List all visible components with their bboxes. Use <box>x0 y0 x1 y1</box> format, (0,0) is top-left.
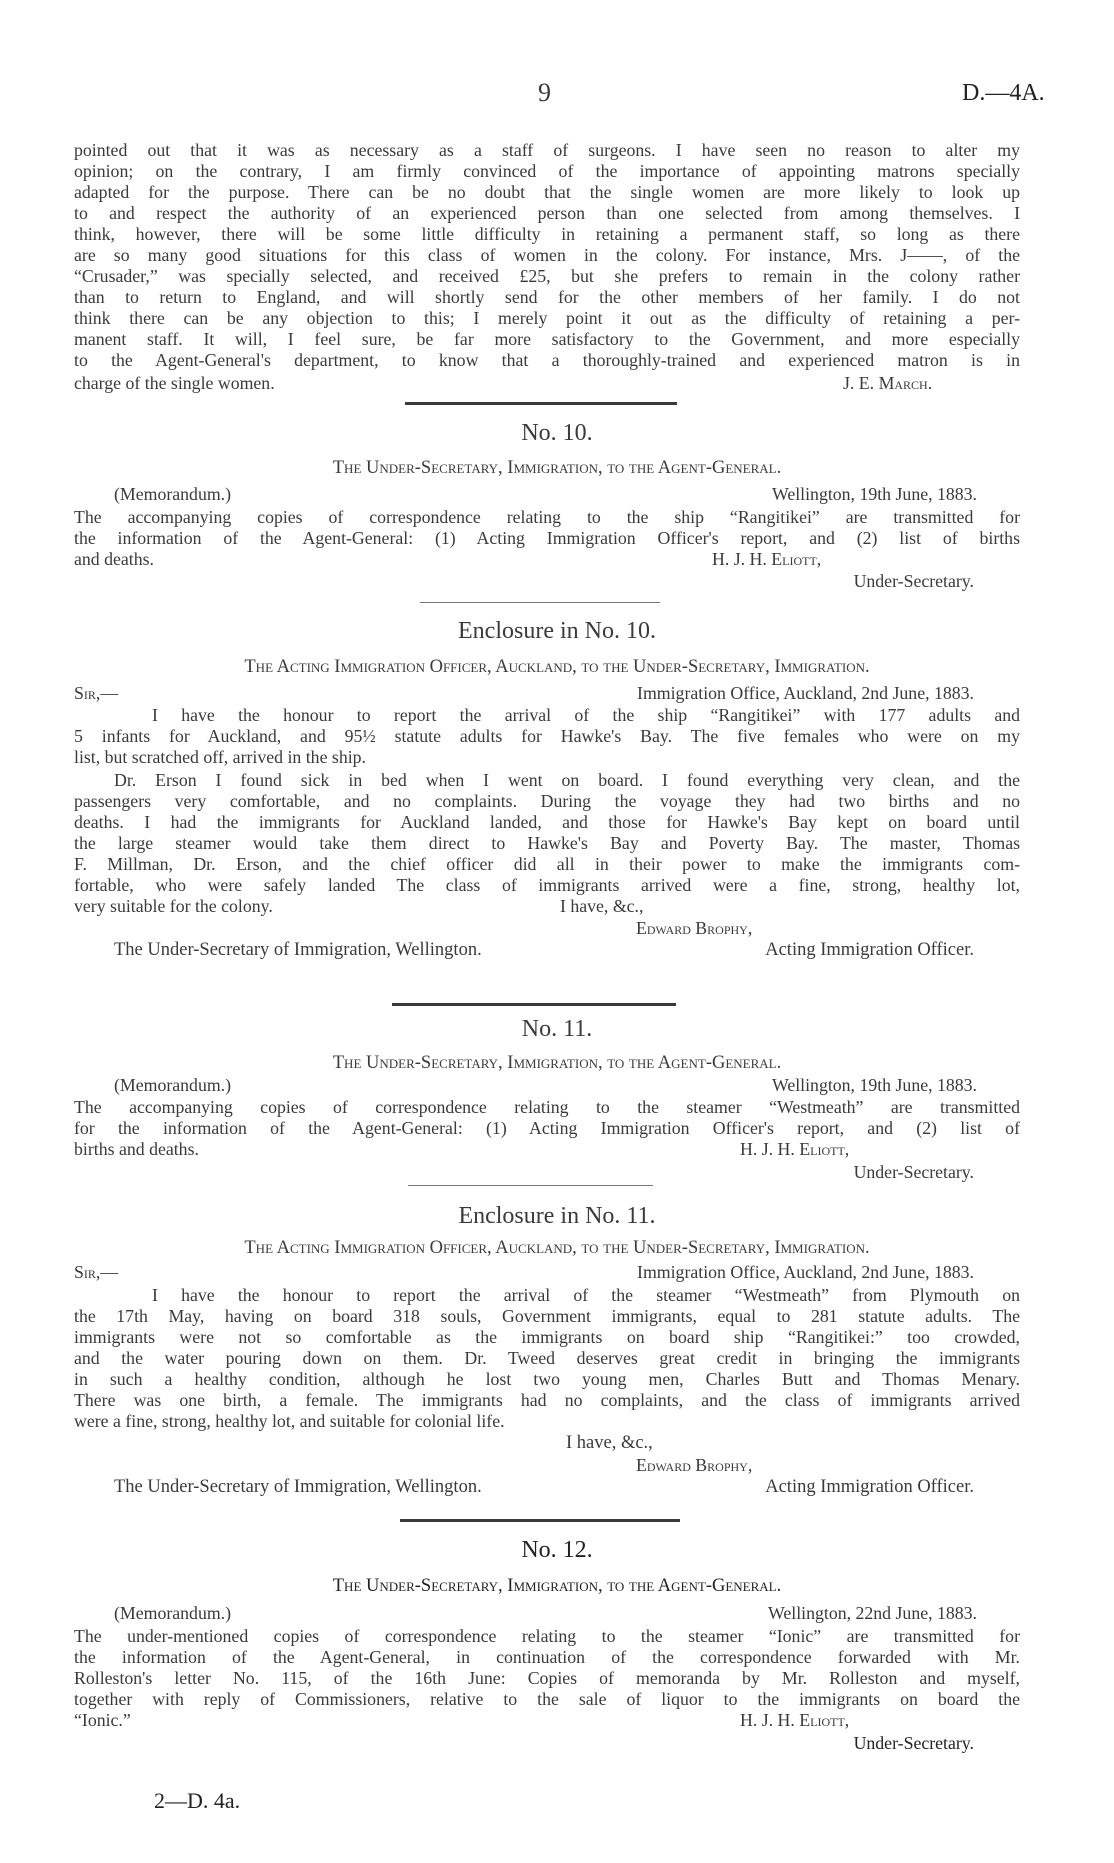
text-line: in such a healthy condition, although he lost two young men, Charles Butt and Thomas Menary. <box>74 1369 1020 1389</box>
text-line: There was one birth, a female. The immigrants had no complaints, and the class of immigrants arrived <box>74 1390 1020 1410</box>
section-divider <box>392 1003 676 1006</box>
memorandum-label: (Memorandum.) <box>114 1603 232 1623</box>
text-line: and the water pouring down on them. Dr. Tweed deserves great credit in bringing the immigrants <box>74 1348 1020 1368</box>
page-number: 9 <box>538 78 551 107</box>
memorandum-label: (Memorandum.) <box>114 1075 232 1095</box>
from-to-line: The Acting Immigration Officer, Auckland, to the Under-Secretary, Immigration. <box>244 1238 870 1258</box>
addressee: The Under-Secretary of Immigration, Wellington. <box>114 1477 482 1497</box>
text-line: for the information of the Agent-General: (1) Acting Immigration Officer's report, and (2) list of <box>74 1118 1020 1138</box>
section-divider <box>420 602 660 603</box>
text-line: I have the honour to report the arrival of the steamer “Westmeath” from Plymouth on <box>152 1285 1020 1305</box>
text-line: births and deaths. <box>74 1139 199 1159</box>
text-line: the 17th May, having on board 318 souls, Government immigrants, equal to 281 statute adults. The <box>74 1306 1020 1326</box>
place-date: Wellington, 19th June, 1883. <box>771 1075 977 1095</box>
from-to-line: The Under-Secretary, Immigration, to the Agent-General. <box>332 1576 782 1596</box>
text-line: are so many good situations for this class of women in the colony. For instance, Mrs. J——, of the <box>74 245 1020 265</box>
text-line: think, however, there will be some little difficulty in retaining a permanent staff, so long as there <box>74 224 1020 244</box>
text-line: The accompanying copies of correspondence relating to the ship “Rangitikei” are transmitted for <box>74 507 1020 527</box>
text-line: think there can be any objection to this; I merely point it out as the difficulty of retaining a per- <box>74 308 1020 328</box>
signature: H. J. H. Eliott, <box>712 549 822 569</box>
place-date: Wellington, 22nd June, 1883. <box>768 1603 977 1623</box>
from-to-line: The Under-Secretary, Immigration, to the Agent-General. <box>332 1053 782 1073</box>
memorandum-label: (Memorandum.) <box>114 484 232 504</box>
text-line: than to return to England, and will shortly send for the other members of her family. I do not <box>74 287 1020 307</box>
signature: Edward Brophy, <box>636 1455 753 1475</box>
place-date: Wellington, 19th June, 1883. <box>771 484 977 504</box>
text-line: pointed out that it was as necessary as a staff of surgeons. I have seen no reason to alter my <box>74 140 1020 160</box>
text-line: very suitable for the colony. <box>74 896 273 916</box>
text-line: Rolleston's letter No. 115, of the 16th June: Copies of memoranda by Mr. Rolleston and myself, <box>74 1668 1020 1688</box>
text-line: the information of the Agent-General: (1) Acting Immigration Officer's report, and (2) list of births <box>74 528 1020 548</box>
from-to-line: The Acting Immigration Officer, Auckland, to the Under-Secretary, Immigration. <box>244 657 870 677</box>
signature-title: Under-Secretary. <box>853 571 974 591</box>
text-line: the information of the Agent-General, in continuation of the correspondence forwarded with Mr. <box>74 1647 1020 1667</box>
text-line: deaths. I had the immigrants for Auckland landed, and those for Hawke's Bay kept on board until <box>74 812 1020 832</box>
addressee: The Under-Secretary of Immigration, Wellington. <box>114 940 482 960</box>
text-line: the large steamer would take them direct to Hawke's Bay and Poverty Bay. The master, Thomas <box>74 833 1020 853</box>
text-line: to the Agent-General's department, to know that a thoroughly-trained and experienced matron is in <box>74 350 1020 370</box>
text-line: charge of the single women. <box>74 373 275 393</box>
section-divider <box>408 1185 653 1186</box>
text-line: 5 infants for Auckland, and 95½ statute adults for Hawke's Bay. The five females who were on my <box>74 726 1020 746</box>
text-line: list, but scratched off, arrived in the ship. <box>74 747 367 767</box>
text-line: “Crusader,” was specially selected, and received £25, but she prefers to remain in the colony rather <box>74 266 1020 286</box>
signature: H. J. H. Eliott, <box>740 1710 850 1730</box>
place-date: Immigration Office, Auckland, 2nd June, 1883. <box>637 683 974 703</box>
salutation: Sir,— <box>74 683 119 703</box>
salutation: Sir,— <box>74 1262 119 1282</box>
text-line: F. Millman, Dr. Erson, and the chief officer did all in their power to make the immigrants com- <box>74 854 1020 874</box>
text-line: The under-mentioned copies of correspondence relating to the steamer “Ionic” are transmitted for <box>74 1626 1020 1646</box>
text-line: and deaths. <box>74 549 154 569</box>
section-title-enclosure-10: Enclosure in No. 10. <box>458 618 656 644</box>
text-line: manent staff. It will, I feel sure, be far more satisfactory to the Government, and more especially <box>74 329 1020 349</box>
text-line: opinion; on the contrary, I am firmly convinced of the importance of appointing matrons specially <box>74 161 1020 181</box>
text-line: passengers very comfortable, and no complaints. During the voyage they had two births and no <box>74 791 1020 811</box>
signature-title: Under-Secretary. <box>853 1162 974 1182</box>
text-line: The accompanying copies of correspondence relating to the steamer “Westmeath” are transmitted <box>74 1097 1020 1117</box>
text-line: immigrants were not so comfortable as the immigrants on board ship “Rangitikei:” too crowded, <box>74 1327 1020 1347</box>
text-line: were a fine, strong, healthy lot, and suitable for colonial life. <box>74 1411 505 1431</box>
section-title-no-12: No. 12. <box>521 1537 593 1563</box>
signature-mark: 2—D. 4a. <box>154 1788 241 1813</box>
section-divider <box>400 1519 680 1522</box>
section-title-no-11: No. 11. <box>521 1016 593 1042</box>
text-line: together with reply of Commissioners, relative to the sale of liquor to the immigrants on board the <box>74 1689 1020 1709</box>
from-to-line: The Under-Secretary, Immigration, to the Agent-General. <box>332 458 782 478</box>
signature-title: Acting Immigration Officer. <box>765 940 974 960</box>
text-line: Dr. Erson I found sick in bed when I went on board. I found everything very clean, and the <box>114 770 1020 790</box>
text-line: “Ionic.” <box>74 1710 131 1730</box>
section-title-no-10: No. 10. <box>521 420 593 446</box>
text-line: adapted for the purpose. There can be no doubt that the single women are more likely to look up <box>74 182 1020 202</box>
signature-title: Under-Secretary. <box>853 1733 974 1753</box>
text-line: to and respect the authority of an experienced person than one selected from among themselves. I <box>74 203 1020 223</box>
text-line: fortable, who were safely landed The class of immigrants arrived were a fine, strong, healthy lot, <box>74 875 1020 895</box>
signature-title: Acting Immigration Officer. <box>765 1477 974 1497</box>
closing: I have, &c., <box>560 896 644 916</box>
text-line: I have the honour to report the arrival of the ship “Rangitikei” with 177 adults and <box>152 705 1020 725</box>
section-divider <box>405 402 677 405</box>
signature: J. E. March. <box>843 373 933 393</box>
section-title-enclosure-11: Enclosure in No. 11. <box>458 1203 656 1229</box>
closing: I have, &c., <box>566 1433 653 1453</box>
place-date: Immigration Office, Auckland, 2nd June, 1883. <box>637 1262 974 1282</box>
document-reference: D.—4A. <box>962 80 1045 106</box>
signature: Edward Brophy, <box>636 918 753 938</box>
signature: H. J. H. Eliott, <box>740 1139 850 1159</box>
